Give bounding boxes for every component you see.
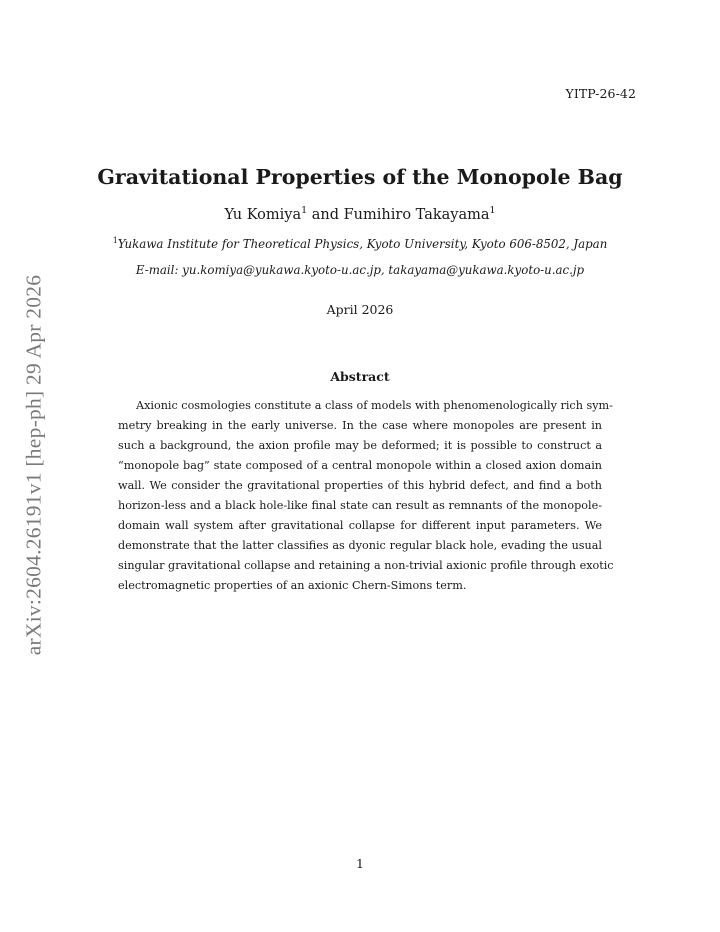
abstract-line: domain wall system after gravitational collapse for different input parameters. We	[118, 519, 602, 532]
affiliation-mark: 1	[301, 205, 308, 216]
abstract-body	[118, 396, 614, 596]
author-connector: and	[307, 206, 344, 223]
author-list	[0, 205, 720, 223]
abstract-line: Axionic cosmologies constitute a class of models with phenomenologically rich sym-	[136, 399, 613, 412]
author-name: Fumihiro Takayama	[343, 206, 490, 223]
abstract-line: demonstrate that the latter classifies as dyonic regular black hole, evading the usual	[118, 539, 602, 552]
abstract-line: horizon-less and a black hole-like final state can result as remnants of the monopole-	[118, 499, 602, 512]
publication-date: April 2026	[326, 302, 394, 317]
abstract-line: wall. We consider the gravitational properties of this hybrid defect, and find a both	[118, 479, 602, 492]
abstract-heading: Abstract	[330, 369, 390, 384]
abstract-line: such a background, the axion profile may be deformed; it is possible to construct a	[118, 439, 602, 452]
paper-title: Gravitational Properties of the Monopole Bag	[97, 165, 623, 189]
abstract-line: “monopole bag” state composed of a central monopole within a closed axion domain	[118, 459, 602, 472]
affiliation-mark: 1	[489, 205, 496, 216]
contact-email: E-mail: yu.komiya@yukawa.kyoto-u.ac.jp, takayama@yukawa.kyoto-u.ac.jp	[135, 263, 585, 277]
affiliation	[0, 236, 720, 251]
affiliation-text: Yukawa Institute for Theoretical Physics, Kyoto University, Kyoto 606-8502, Japan	[117, 236, 608, 251]
page-number: 1	[356, 856, 364, 871]
author-name: Yu Komiya	[224, 206, 302, 223]
affiliation-mark: 1	[112, 236, 118, 245]
abstract-line: electromagnetic properties of an axionic Chern-Simons term.	[118, 579, 467, 592]
arxiv-identifier-stamp: arXiv:2604.26191v1 [hep-ph] 29 Apr 2026	[21, 274, 46, 656]
report-number: YITP-26-42	[565, 86, 636, 101]
abstract-line: metry breaking in the early universe. In the case where monopoles are present in	[118, 419, 602, 432]
abstract-line: singular gravitational collapse and retaining a non-trivial axionic profile through exotic	[118, 559, 614, 572]
